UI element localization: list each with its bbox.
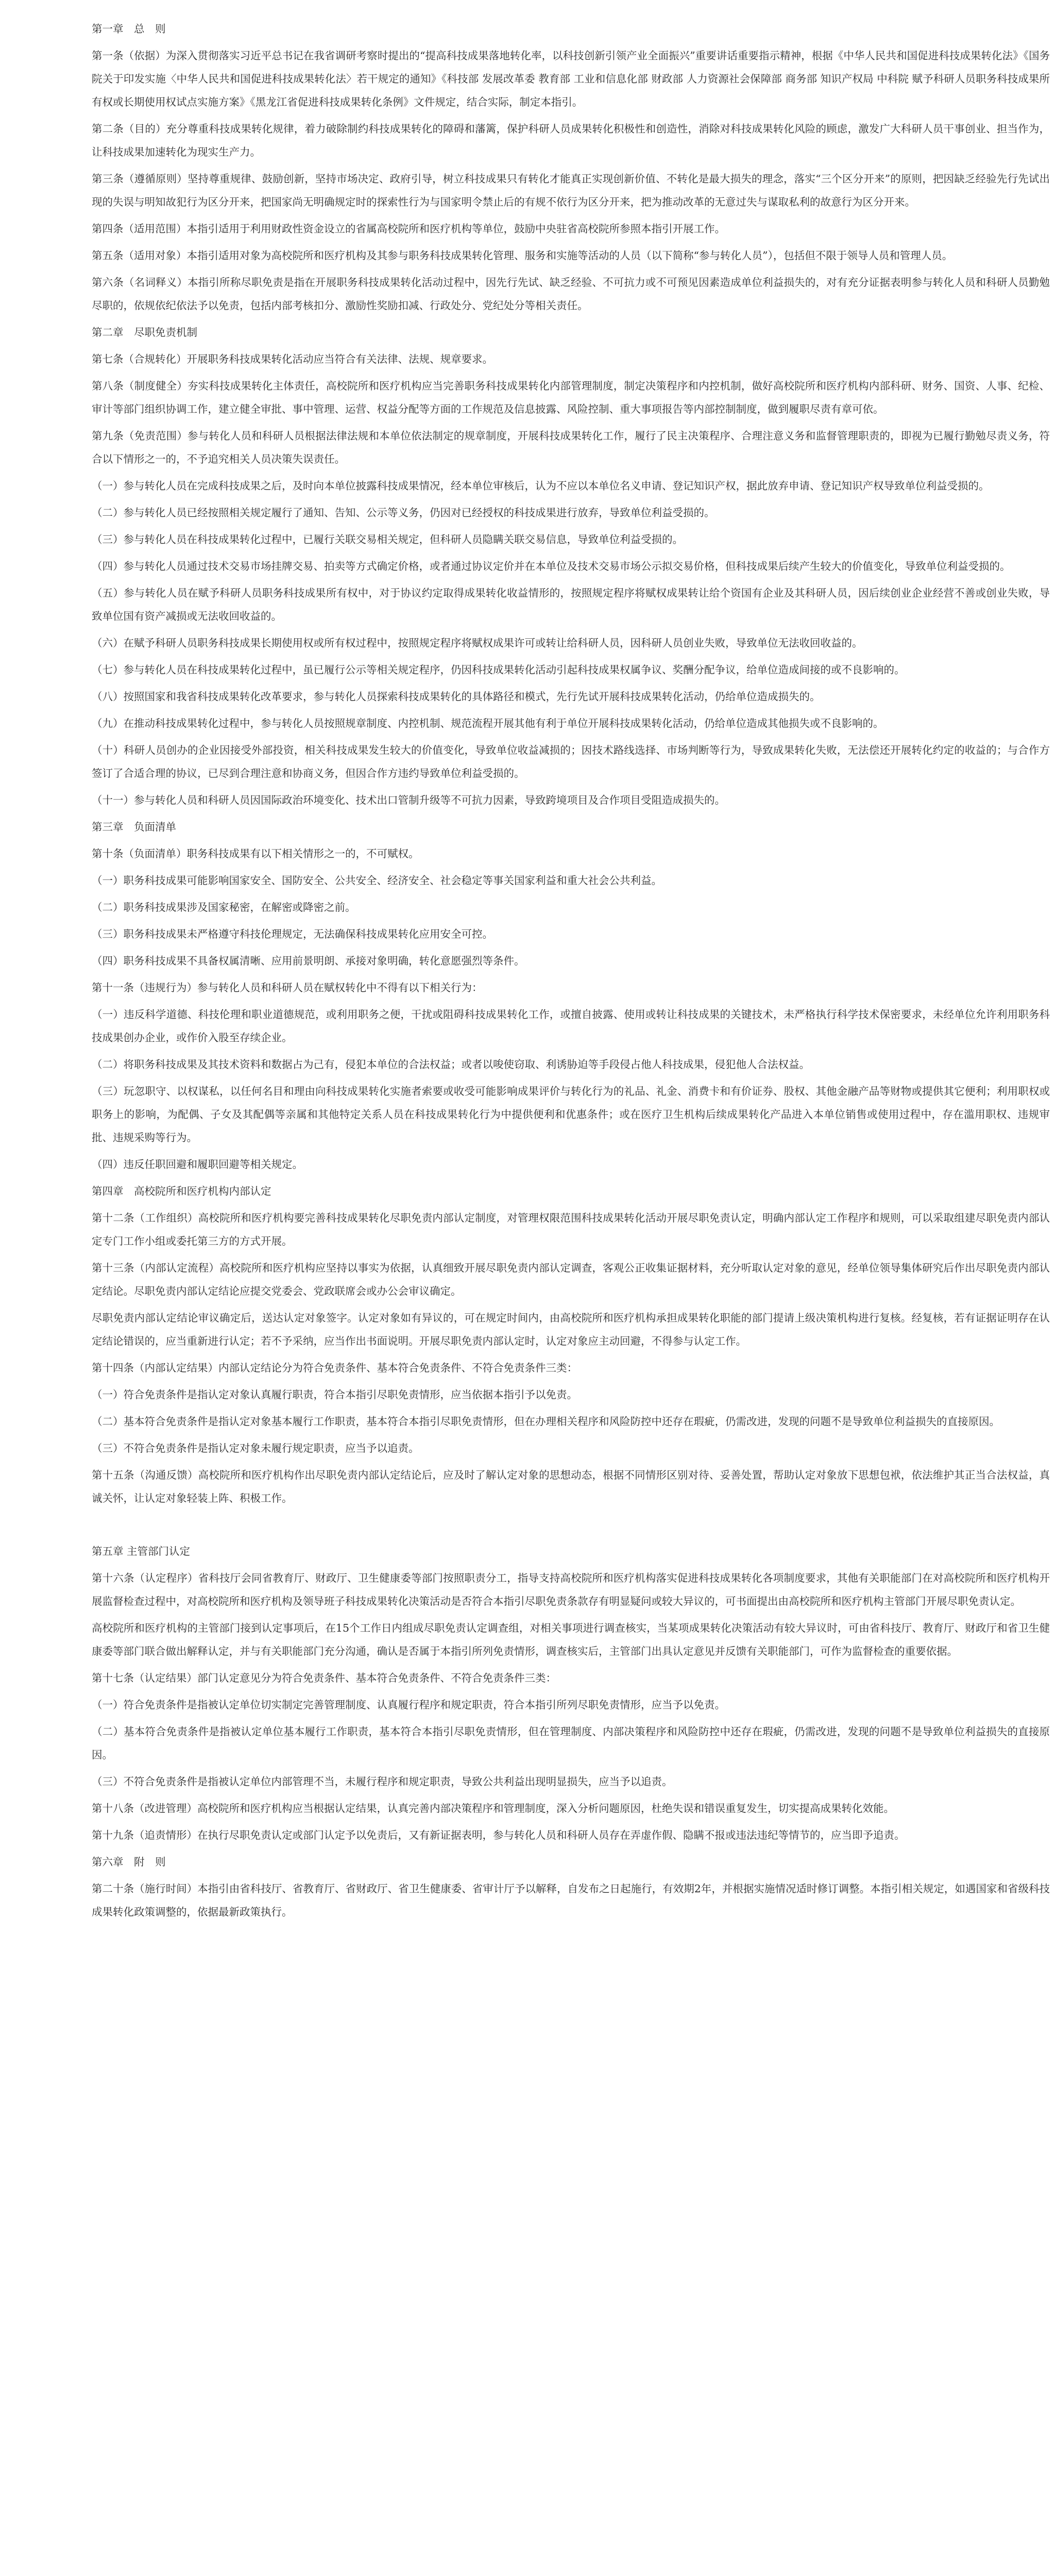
paragraph: 第四章 高校院所和医疗机构内部认定 <box>92 1185 271 1197</box>
paragraph: （五）参与转化人员在赋予科研人员职务科技成果所有权中，对于协议约定取得成果转化收益情形的，按照规定程序将赋权成果转让给个资国有企业及其科研人员，因后续创业企业经营不善或创业失败，导致单位国有资产减损或无法收回收益的。 <box>92 587 1050 622</box>
paragraph: （二）将职务科技成果及其技术资料和数据占为己有，侵犯本单位的合法权益；或者以唆使窃取、利诱胁迫等手段侵占他人科技成果，侵犯他人合法权益。 <box>92 1058 810 1071</box>
paragraph: 第二条（目的）充分尊重科技成果转化规律，着力破除制约科技成果转化的障碍和藩篱，保护科研人员成果转化积极性和创造性，消除对科技成果转化风险的顾虑，激发广大科研人员干事创业、担当作为，让科技成果加速转化为现实生产力。 <box>92 123 1050 158</box>
paragraph: （二）参与转化人员已经按照相关规定履行了通知、告知、公示等义务，仍因对已经授权的科技成果进行放弃，导致单位利益受损的。 <box>92 506 715 519</box>
paragraph: 第十八条（改进管理）高校院所和医疗机构应当根据认定结果，认真完善内部决策程序和管理制度，深入分析问题原因，杜绝失误和错误重复发生，切实提高成果转化效能。 <box>92 1802 894 1815</box>
paragraph: 第一章 总 则 <box>92 23 166 35</box>
paragraph: （三）职务科技成果未严格遵守科技伦理规定，无法确保科技成果转化应用安全可控。 <box>92 928 493 940</box>
paragraph: （三）不符合免责条件是指被认定单位内部管理不当，未履行程序和规定职责，导致公共利益出现明显损失，应当予以追责。 <box>92 1775 673 1788</box>
paragraph: 第七条（合规转化）开展职务科技成果转化活动应当符合有关法律、法规、规章要求。 <box>92 353 493 365</box>
paragraph: （十）科研人员创办的企业因接受外部投资，相关科技成果发生较大的价值变化，导致单位收益减损的；因技术路线选择、市场判断等行为，导致成果转化失败，无法偿还开展转化约定的收益的；与合作方签订了合适合理的协议，已尽到合理注意和协商义务，但因合作方违约导致单位利益受损的。 <box>92 744 1050 779</box>
paragraph: （三）不符合免责条件是指认定对象未履行规定职责，应当予以追责。 <box>92 1442 419 1454</box>
paragraph: （一）参与转化人员在完成科技成果之后，及时向本单位披露科技成果情况，经本单位审核后，认为不应以本单位名义申请、登记知识产权，据此放弃申请、登记知识产权导致单位利益受损的。 <box>92 480 990 492</box>
paragraph: 第十九条（追责情形）在执行尽职免责认定或部门认定予以免责后，又有新证据表明，参与转化人员和科研人员存在弄虚作假、隐瞒不报或违法违纪等情节的，应当即予追责。 <box>92 1829 905 1841</box>
paragraph: （一）符合免责条件是指认定对象认真履行职责，符合本指引尽职免责情形，应当依据本指引予以免责。 <box>92 1388 577 1401</box>
paragraph: （十一）参与转化人员和科研人员因国际政治环境变化、技术出口管制升级等不可抗力因素，导致跨境项目及合作项目受阻造成损失的。 <box>92 794 725 806</box>
paragraph: 第四条（适用范围）本指引适用于利用财政性资金设立的省属高校院所和医疗机构等单位，鼓励中央驻省高校院所参照本指引开展工作。 <box>92 223 725 235</box>
paragraph: 第十五条（沟通反馈）高校院所和医疗机构作出尽职免责内部认定结论后，应及时了解认定对象的思想动态，根据不同情形区别对待、妥善处置，帮助认定对象放下思想包袱，依法维护其正当合法权益，真诚关怀，让认定对象轻装上阵、积极工作。 <box>92 1469 1050 1504</box>
paragraph: 第五章 主管部门认定 <box>92 1545 191 1557</box>
paragraph: 第十六条（认定程序）省科技厅会同省教育厅、财政厅、卫生健康委等部门按照职责分工，指导支持高校院所和医疗机构落实促进科技成果转化各项制度要求，其他有关职能部门在对高校院所和医疗机构开展监督检查过程中，对高校院所和医疗机构及领导班子科技成果转化决策活动是否符合本指引尽职免责条款存有明显疑问或较大异议的，可书面提出由高校院所和医疗机构主管部门开展尽职免责认定。 <box>92 1572 1050 1607</box>
paragraph: 第九条（免责范围）参与转化人员和科研人员根据法律法规和本单位依法制定的规章制度，开展科技成果转化工作，履行了民主决策程序、合理注意义务和监督管理职责的，即视为已履行勤勉尽责义务，符合以下情形之一的，不予追究相关人员决策失误责任。 <box>92 430 1050 465</box>
paragraph: 第十七条（认定结果）部门认定意见分为符合免责条件、基本符合免责条件、不符合免责条件三类： <box>92 1672 556 1684</box>
paragraph: （一）符合免责条件是指被认定单位切实制定完善管理制度、认真履行程序和规定职责，符合本指引所列尽职免责情形，应当予以免责。 <box>92 1699 725 1711</box>
paragraph: 第六条（名词释义）本指引所称尽职免责是指在开展职务科技成果转化活动过程中，因先行先试、缺乏经验、不可抗力或不可预见因素造成单位利益损失的，对有充分证据表明参与转化人员和科研人员勤勉尽职的，依规依纪依法予以免责，包括内部考核扣分、激励性奖励扣减、行政处分、党纪处分等相关责任。 <box>92 276 1050 312</box>
paragraph: （七）参与转化人员在科技成果转化过程中，虽已履行公示等相关规定程序，仍因科技成果转化活动引起科技成果权属争议、奖酬分配争议，给单位造成间接的或不良影响的。 <box>92 664 905 676</box>
paragraph: 第一条（依据）为深入贯彻落实习近平总书记在我省调研考察时提出的“提高科技成果落地转化率，以科技创新引领产业全面振兴”重要讲话重要指示精神，根据《中华人民共和国促进科技成果转化法》《国务院关于印发实施〈中华人民共和国促进科技成果转化法〉若干规定的通知》《科技部 发展改革委 教育部 工业和信息化部 财政部 人力资源社会保障部 商务部 知识产权局 中科院 赋予科研人员职务科技成果所有权或长期使用权试点实施方案》《黑龙江省促进科技成果转化条例》文件规定，结合实际，制定本指引。 <box>92 49 1050 108</box>
paragraph: 第二十条（施行时间）本指引由省科技厅、省教育厅、省财政厅、省卫生健康委、省审计厅予以解释，自发布之日起施行，有效期2年，并根据实施情况适时修订调整。本指引相关规定，如遇国家和省级科技成果转化政策调整的，依据最新政策执行。 <box>92 1883 1050 1918</box>
paragraph: 第六章 附 则 <box>92 1856 166 1868</box>
paragraph: 第十条（负面清单）职务科技成果有以下相关情形之一的，不可赋权。 <box>92 848 419 860</box>
paragraph: 尽职免责内部认定结论审议确定后，送达认定对象签字。认定对象如有异议的，可在规定时间内，由高校院所和医疗机构承担成果转化职能的部门提请上级决策机构进行复核。经复核，若有证据证明存在认定结论错误的，应当重新进行认定；若不予采纳，应当作出书面说明。开展尽职免责内部认定时，认定对象应主动回避，不得参与认定工作。 <box>92 1312 1050 1347</box>
paragraph: （二）职务科技成果涉及国家秘密，在解密或降密之前。 <box>92 901 356 913</box>
paragraph: 第三章 负面清单 <box>92 821 176 833</box>
paragraph: （九）在推动科技成果转化过程中，参与转化人员按照规章制度、内控机制、规范流程开展其他有利于单位开展科技成果转化活动，仍给单位造成其他损失或不良影响的。 <box>92 717 884 730</box>
paragraph: 第八条（制度健全）夯实科技成果转化主体责任，高校院所和医疗机构应当完善职务科技成果转化内部管理制度，制定决策程序和内控机制，做好高校院所和医疗机构内部科研、财务、国资、人事、纪检、审计等部门组织协调工作，建立健全审批、事中管理、运营、权益分配等方面的工作规范及信息披露、风险控制、重大事项报告等内部控制制度，做到履职尽责有章可依。 <box>92 380 1050 415</box>
paragraph: （三）参与转化人员在科技成果转化过程中，已履行关联交易相关规定，但科研人员隐瞒关联交易信息，导致单位利益受损的。 <box>92 533 683 546</box>
paragraph: （八）按照国家和我省科技成果转化改革要求，参与转化人员探索科技成果转化的具体路径和模式，先行先试开展科技成果转化活动，仍给单位造成损失的。 <box>92 690 821 703</box>
paragraph: 第十三条（内部认定流程）高校院所和医疗机构应坚持以事实为依据，认真细致开展尽职免责内部认定调查，客观公正收集证据材料，充分听取认定对象的意见，经单位领导集体研究后作出尽职免责内部认定结论。尽职免责内部认定结论应提交党委会、党政联席会或办公会审议确定。 <box>92 1262 1050 1297</box>
paragraph: 第十四条（内部认定结果）内部认定结论分为符合免责条件、基本符合免责条件、不符合免责条件三类： <box>92 1362 577 1374</box>
paragraph: （四）职务科技成果不具备权属清晰、应用前景明朗、承接对象明确，转化意愿强烈等条件。 <box>92 955 525 967</box>
paragraph: （六）在赋予科研人员职务科技成果长期使用权或所有权过程中，按照规定程序将赋权成果许可或转让给科研人员，因科研人员创业失败，导致单位无法收回收益的。 <box>92 637 863 649</box>
paragraph: （三）玩忽职守、以权谋私，以任何名目和理由向科技成果转化实施者索要或收受可能影响成果评价与转化行为的礼品、礼金、消费卡和有价证券、股权、其他金融产品等财物或提供其它便利；利用职权或职务上的影响，为配偶、子女及其配偶等亲属和其他特定关系人员在科技成果转化行为中提供便利和优惠条件；或在医疗卫生机构后续成果转化产品进入本单位销售或使用过程中，存在滥用职权、违规审批、违规采购等行为。 <box>92 1085 1050 1144</box>
paragraph: 高校院所和医疗机构的主管部门接到认定事项后，在15个工作日内组成尽职免责认定调查组，对相关事项进行调查核实，当某项成果转化决策活动有较大异议时，可由省科技厅、教育厅、财政厅和省卫生健康委等部门联合做出解释认定，并与有关职能部门充分沟通，确认是否属于本指引所列免责情形，调查核实后，主管部门出具认定意见并反馈有关职能部门，可作为监督检查的重要依据。 <box>92 1622 1050 1657</box>
paragraph: 第十二条（工作组织）高校院所和医疗机构要完善科技成果转化尽职免责内部认定制度，对管理权限范围科技成果转化活动开展尽职免责认定，明确内部认定工作程序和规则，可以采取组建尽职免责内部认定专门工作小组或委托第三方的方式开展。 <box>92 1212 1050 1247</box>
paragraph: （四）参与转化人员通过技术交易市场挂牌交易、拍卖等方式确定价格，或者通过协议定价并在本单位及技术交易市场公示拟交易价格，但科技成果后续产生较大的价值变化，导致单位利益受损的。 <box>92 560 1011 572</box>
paragraph: 第五条（适用对象）本指引适用对象为高校院所和医疗机构及其参与职务科技成果转化管理、服务和实施等活动的人员（以下简称“参与转化人员”），包括但不限于领导人员和管理人员。 <box>92 249 953 262</box>
paragraph: 第十一条（违规行为）参与转化人员和科研人员在赋权转化中不得有以下相关行为： <box>92 981 483 994</box>
paragraph: （一）职务科技成果可能影响国家安全、国防安全、公共安全、经济安全、社会稳定等事关国家利益和重大社会公共利益。 <box>92 874 662 887</box>
paragraph: （二）基本符合免责条件是指认定对象基本履行工作职责，基本符合本指引尽职免责情形，但在办理相关程序和风险防控中还存在瑕疵，仍需改进，发现的问题不是导致单位利益损失的直接原因。 <box>92 1415 1000 1428</box>
paragraph: 第二章 尽职免责机制 <box>92 326 197 338</box>
document-body <box>92 18 1050 1927</box>
paragraph: （四）违反任职回避和履职回避等相关规定。 <box>92 1158 303 1171</box>
paragraph: （二）基本符合免责条件是指被认定单位基本履行工作职责，基本符合本指引尽职免责情形，但在管理制度、内部决策程序和风险防控中还存在瑕疵，仍需改进，发现的问题不是导致单位利益损失的直接原因。 <box>92 1725 1050 1761</box>
paragraph: （一）违反科学道德、科技伦理和职业道德规范，或利用职务之便，干扰或阻碍科技成果转化工作，或擅自披露、使用或转让科技成果的关键技术，未严格执行科学技术保密要求，未经单位允许利用职务科技成果创办企业，或作价入股至存续企业。 <box>92 1008 1050 1044</box>
paragraph: 第三条（遵循原则）坚持尊重规律、鼓励创新，坚持市场决定、政府引导，树立科技成果只有转化才能真正实现创新价值、不转化是最大损失的理念，落实“三个区分开来”的原则，把因缺乏经验先行先试出现的失误与明知故犯行为区分开来，把国家尚无明确规定时的探索性行为与国家明令禁止后的有规不依行为区分开来，把为推动改革的无意过失与谋取私利的故意行为区分开来。 <box>92 173 1050 208</box>
